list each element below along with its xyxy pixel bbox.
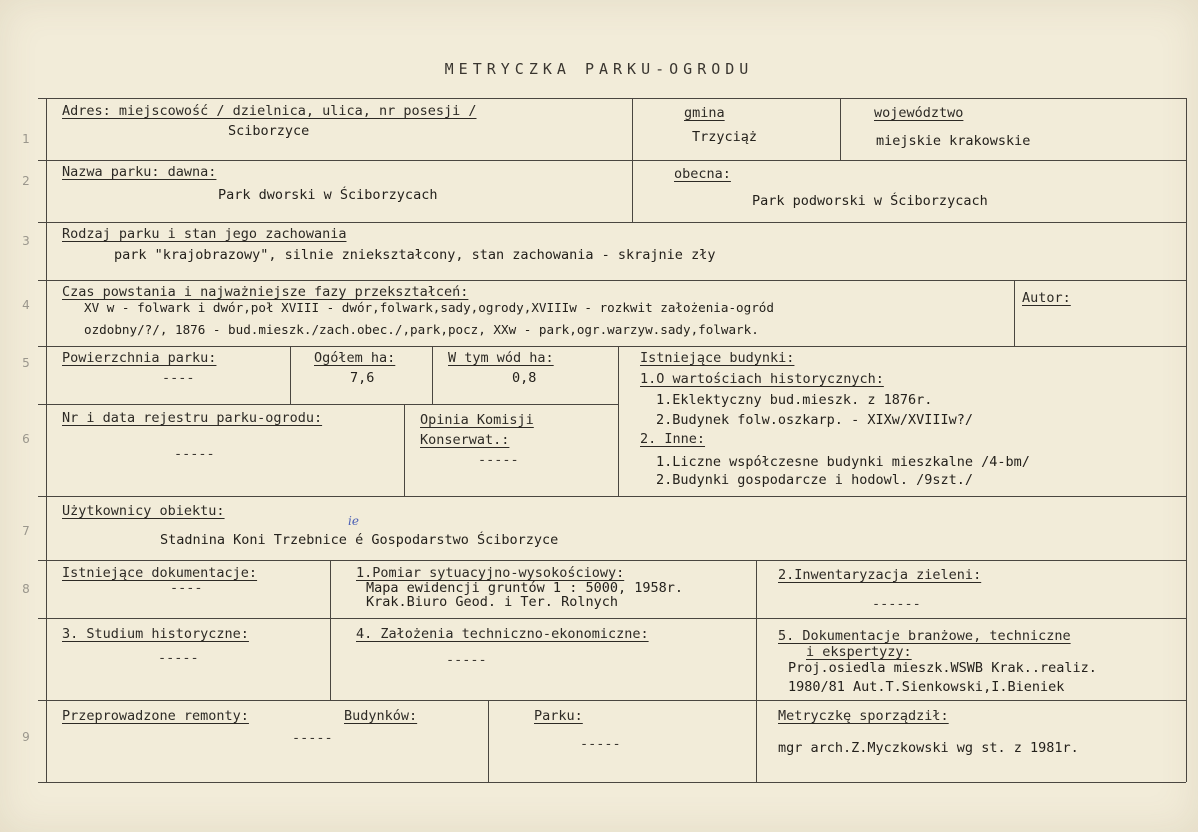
buildings-label: Istniejące budynki: — [640, 350, 795, 366]
repairs-park-label: Parku: — [534, 708, 583, 724]
row-number: 2 — [22, 174, 30, 188]
history-line-2: ozdobny/?/, 1876 - bud.mieszk./zach.obec./,park,pocz, XXw - park,ogr.warzyw.sady,folwark. — [84, 322, 759, 337]
commission-value: ----- — [478, 452, 519, 468]
handwritten-correction: ie — [348, 514, 359, 528]
rule-r5-b — [432, 346, 433, 404]
park-type-value: park "krajobrazowy", silnie zniekształcony, stan zachowania - skrajnie zły — [114, 247, 716, 263]
rule-row7 — [38, 560, 1186, 561]
rule-row4 — [38, 346, 1186, 347]
inventory-value: ------ — [872, 596, 921, 612]
other-building-2: 2.Budynki gospodarcze i hodowl. /9szt./ — [656, 472, 973, 488]
survey-line-2: Krak.Biuro Geod. i Ter. Rolnych — [366, 594, 618, 610]
survey-label: 1.Pomiar sytuacyjno-wysokościowy: — [356, 565, 625, 581]
historic-buildings-label: 1.O wartościach historycznych: — [640, 371, 884, 387]
rule-top — [38, 98, 1186, 99]
area-label: Powierzchnia parku: — [62, 350, 217, 366]
history-label: Czas powstania i najważniejsze fazy przekształceń: — [62, 284, 469, 300]
rule-r2 — [632, 160, 633, 222]
row-number: 4 — [22, 298, 30, 312]
current-name-value: Park podworski w Ściborzycach — [752, 193, 988, 209]
survey-line-1: Mapa ewidencji gruntów 1 : 5000, 1958r. — [366, 580, 683, 596]
gmina-value: Trzyciąż — [692, 129, 758, 145]
former-name-label: Nazwa parku: dawna: — [62, 164, 217, 180]
repairs-value: ----- — [292, 730, 333, 746]
water-area-value: 0,8 — [512, 370, 537, 386]
rule-row5 — [38, 404, 618, 405]
rule-r9 — [488, 700, 489, 782]
history-line-1: XV w - folwark i dwór,poł XVIII - dwór,folwark,sady,ogrody,XVIIIw - rozkwit założenia-ogród — [84, 300, 774, 315]
branch-docs-line-2: 1980/81 Aut.T.Sienkowski,I.Bieniek — [788, 679, 1065, 695]
rule-r1-a — [632, 98, 633, 160]
address-label: Adres: miejscowość / dzielnica, ulica, nr posesji / — [62, 103, 477, 119]
total-area-value: 7,6 — [350, 370, 375, 386]
row-number: 9 — [22, 730, 30, 744]
gmina-label: gmina — [684, 105, 725, 121]
row-number: 7 — [22, 524, 30, 538]
wojewodztwo-label: województwo — [874, 105, 964, 121]
branch-docs-line-1: Proj.osiedla mieszk.WSWB Krak..realiz. — [788, 660, 1097, 676]
park-type-label: Rodzaj parku i stan jego zachowania — [62, 226, 347, 242]
rule-row8 — [38, 618, 1186, 619]
rule-right — [1186, 98, 1187, 782]
users-value: Stadnina Koni Trzebnice é Gospodarstwo Ściborzyce — [160, 532, 559, 548]
rule-row6 — [38, 496, 1186, 497]
rule-r5-a — [290, 346, 291, 404]
historic-building-2: 2.Budynek folw.oszkarp. - XIXw/XVIIIw?/ — [656, 412, 973, 428]
total-area-label: Ogółem ha: — [314, 350, 396, 366]
rule-r8-b — [756, 560, 757, 782]
row-number: 8 — [22, 582, 30, 596]
branch-docs-label-1: 5. Dokumentacje branżowe, techniczne — [778, 628, 1071, 644]
former-name-value: Park dworski w Ściborzycach — [218, 187, 438, 203]
other-building-1: 1.Liczne współczesne budynki mieszkalne /4-bm/ — [656, 454, 1030, 470]
rule-r6 — [404, 404, 405, 496]
row-number: 3 — [22, 234, 30, 248]
repairs-park-value: ----- — [580, 736, 621, 752]
row-number: 6 — [22, 432, 30, 446]
water-area-label: W tym wód ha: — [448, 350, 554, 366]
rule-r8-a — [330, 560, 331, 700]
current-name-label: obecna: — [674, 166, 731, 182]
wojewodztwo-value: miejskie krakowskie — [876, 133, 1031, 149]
repairs-buildings-label: Budynków: — [344, 708, 418, 724]
row-number: 1 — [22, 132, 30, 146]
rule-r4 — [1014, 280, 1015, 346]
rule-bottom — [38, 782, 1186, 783]
commission-label-1: Opinia Komisji — [420, 412, 534, 428]
registry-value: ----- — [174, 446, 215, 462]
registry-label: Nr i data rejestru parku-ogrodu: — [62, 410, 323, 426]
other-buildings-label: 2. Inne: — [640, 431, 706, 447]
rule-r5-c — [618, 346, 619, 496]
branch-docs-label-2: i ekspertyzy: — [806, 644, 912, 660]
assumptions-label: 4. Założenia techniczno-ekonomiczne: — [356, 626, 649, 642]
rule-row8b — [38, 700, 1186, 701]
document-title: METRYCZKA PARKU-OGRODU — [444, 60, 754, 78]
repairs-label: Przeprowadzone remonty: — [62, 708, 249, 724]
rule-row2 — [38, 222, 1186, 223]
rule-r1-b — [840, 98, 841, 160]
historic-building-1: 1.Eklektyczny bud.mieszk. z 1876r. — [656, 392, 933, 408]
prepared-by-value: mgr arch.Z.Myczkowski wg st. z 1981r. — [778, 740, 1079, 756]
commission-label-2: Konserwat.: — [420, 432, 510, 448]
row-number: 5 — [22, 356, 30, 370]
documentation-label: Istniejące dokumentacje: — [62, 565, 258, 581]
rule-left — [46, 98, 47, 782]
users-label: Użytkownicy obiektu: — [62, 503, 225, 519]
assumptions-value: ----- — [446, 652, 487, 668]
author-label: Autor: — [1022, 290, 1071, 306]
area-value: ---- — [162, 370, 195, 386]
address-value: Sciborzyce — [228, 123, 310, 139]
rule-row1 — [38, 160, 1186, 161]
documentation-value: ---- — [170, 580, 203, 596]
historical-study-label: 3. Studium historyczne: — [62, 626, 249, 642]
inventory-label: 2.Inwentaryzacja zieleni: — [778, 567, 982, 583]
prepared-by-label: Metryczkę sporządził: — [778, 708, 949, 724]
historical-study-value: ----- — [158, 650, 199, 666]
